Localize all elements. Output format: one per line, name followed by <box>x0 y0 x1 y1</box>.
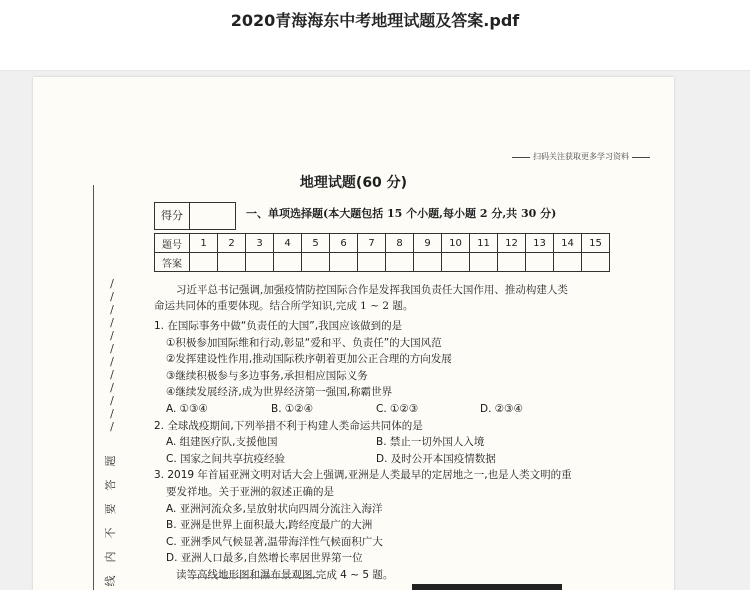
binding-line <box>93 185 94 590</box>
answer-table-answer-row <box>155 253 610 272</box>
question-3-stem-cont: 要发祥地。关于亚洲的叙述正确的是 <box>166 485 334 498</box>
question-number: 12 <box>498 234 526 253</box>
option-d: D. 亚洲人口最多,自然增长率居世界第一位 <box>166 552 363 565</box>
question-number: 11 <box>470 234 498 253</box>
answer-cell <box>218 253 246 272</box>
score-box <box>154 202 236 230</box>
question-2-stem: 2. 全球战疫期间,下列举措不利于构建人类命运共同体的是 <box>154 419 423 432</box>
waterfall-image <box>412 584 562 590</box>
answer-cell <box>498 253 526 272</box>
intro-line: 习近平总书记强调,加强疫情防控国际合作是发挥我国负责任大国作用、推动构建人类 <box>176 284 568 296</box>
answer-cell <box>442 253 470 272</box>
answer-table <box>154 233 610 272</box>
margin-char: 要 <box>104 503 117 515</box>
binding-warning <box>103 449 119 590</box>
question-number: 3 <box>246 234 274 253</box>
exam-title: 地理试题(60 分) <box>299 175 408 191</box>
option-b: B. 禁止一切外国人入境 <box>376 436 485 449</box>
question-number: 4 <box>274 234 302 253</box>
score-label: 得分 <box>155 203 190 229</box>
answer-table-row-label: 答案 <box>155 253 190 272</box>
option-d: D. 及时公开本国疫情数据 <box>376 452 496 465</box>
intro-line: 命运共同体的重要体现。结合所学知识,完成 1 ~ 2 题。 <box>154 300 414 312</box>
contour-map-image <box>188 577 318 590</box>
statement: ②发挥建设性作用,推动国际秩序朝着更加公正合理的方向发展 <box>166 353 452 366</box>
question-4-5-intro: 读等高线地形图和瀑布景观图,完成 4 ~ 5 题。 <box>176 568 394 581</box>
question-number: 15 <box>582 234 610 253</box>
answer-cell <box>414 253 442 272</box>
question-list <box>154 318 572 584</box>
option-b: B. ①②④ <box>271 402 314 415</box>
question-number: 7 <box>358 234 386 253</box>
answer-cell <box>470 253 498 272</box>
question-2-options-row2 <box>154 451 572 468</box>
pdf-page <box>33 77 674 590</box>
section-heading: 一、单项选择题(本大题包括 15 个小题,每小题 2 分,共 30 分) <box>246 207 557 220</box>
margin-char: 题 <box>104 455 117 467</box>
answer-cell <box>526 253 554 272</box>
question-number: 2 <box>218 234 246 253</box>
answer-cell <box>554 253 582 272</box>
option-c: C. 国家之间共享抗疫经验 <box>166 452 286 465</box>
answer-cell <box>302 253 330 272</box>
margin-char: 不 <box>104 527 117 539</box>
option-a: A. 亚洲河流众多,呈放射状向四周分流注入海洋 <box>166 502 383 515</box>
reading-intro <box>154 282 568 314</box>
promo-dash-left <box>512 157 530 158</box>
question-number: 5 <box>302 234 330 253</box>
option-d: D. ②③④ <box>480 402 523 415</box>
question-number: 8 <box>386 234 414 253</box>
answer-cell <box>274 253 302 272</box>
question-2-options-row1 <box>154 434 572 451</box>
question-number: 1 <box>190 234 218 253</box>
answer-table-number-row <box>155 234 610 253</box>
viewer-header <box>0 0 750 71</box>
answer-cell <box>386 253 414 272</box>
answer-cell <box>582 253 610 272</box>
answer-cell <box>190 253 218 272</box>
question-1-stem: 1. 在国际事务中做“负责任的大国”,我国应该做到的是 <box>154 320 403 332</box>
question-3-stem: 3. 2019 年首届亚洲文明对话大会上强调,亚洲是人类最早的定居地之一,也是人类文明的重 <box>154 469 572 482</box>
question-number: 6 <box>330 234 358 253</box>
option-c: C. 亚洲季风气候显著,温带海洋性气候面积广大 <box>166 535 383 548</box>
answer-cell <box>358 253 386 272</box>
binding-slash-marks: / / / / / / / / / / / / <box>110 277 114 433</box>
margin-char: 答 <box>104 479 117 491</box>
promo-note <box>509 151 653 162</box>
question-1-options <box>154 401 572 418</box>
margin-char: 内 <box>104 551 117 563</box>
question-number: 9 <box>414 234 442 253</box>
promo-dash-right <box>632 157 650 158</box>
question-number: 10 <box>442 234 470 253</box>
statement: ④继续发展经济,成为世界经济第一强国,称霸世界 <box>166 386 393 399</box>
question-number: 14 <box>554 234 582 253</box>
document-title: 2020青海海东中考地理试题及答案.pdf <box>230 11 520 30</box>
promo-text: 扫码关注获取更多学习资料 <box>533 152 629 161</box>
question-number: 13 <box>526 234 554 253</box>
answer-table-row-label: 题号 <box>155 234 190 253</box>
statement: ①积极参加国际维和行动,彰显“爱和平、负责任”的大国风范 <box>166 336 442 349</box>
option-c: C. ①②③ <box>376 402 419 415</box>
option-a: A. ①③④ <box>166 402 208 415</box>
option-b: B. 亚洲是世界上面积最大,跨经度最广的大洲 <box>166 519 373 532</box>
answer-cell <box>330 253 358 272</box>
margin-char: 线 <box>104 575 117 587</box>
option-a: A. 组建医疗队,支援他国 <box>166 436 278 449</box>
answer-cell <box>246 253 274 272</box>
statement: ③继续积极参与多边事务,承担相应国际义务 <box>166 369 368 382</box>
